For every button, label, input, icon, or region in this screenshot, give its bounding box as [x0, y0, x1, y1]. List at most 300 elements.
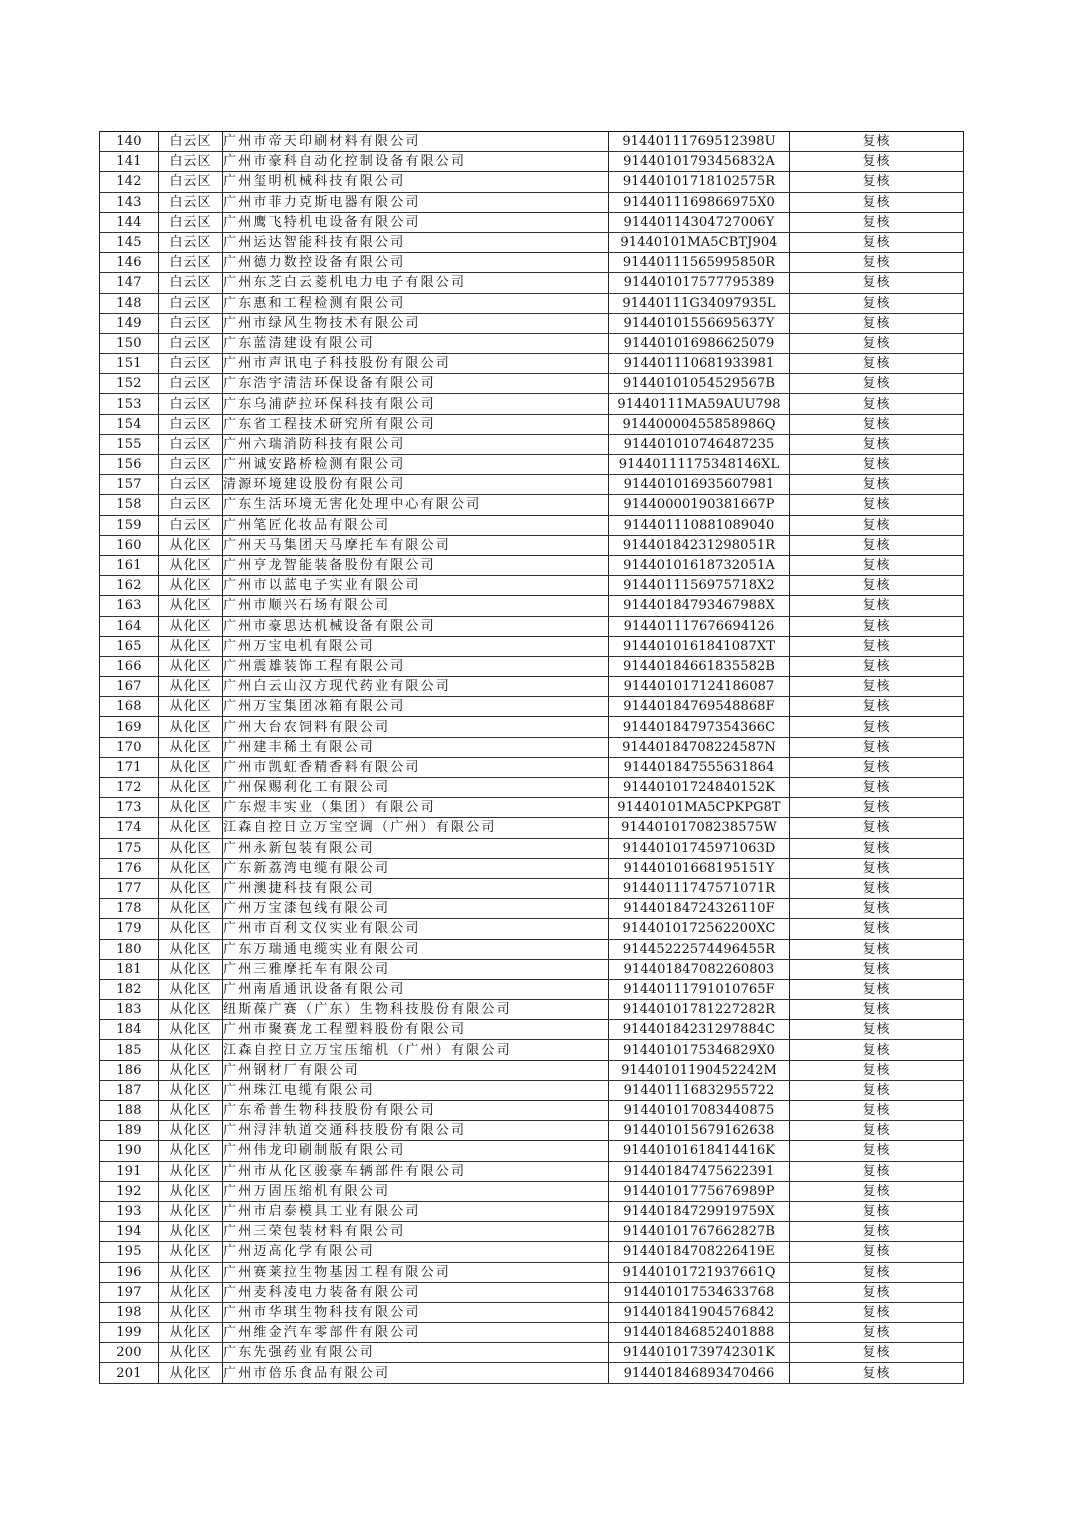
company-name: 江森自控日立万宝空调（广州）有限公司 [223, 818, 609, 838]
credit-code: 914401116832955722 [609, 1080, 790, 1100]
row-number: 159 [100, 515, 159, 535]
credit-code: 91440000190381667P [609, 495, 790, 515]
table-row [100, 838, 964, 858]
company-name: 广东先强药业有限公司 [223, 1343, 609, 1363]
table-row [100, 858, 964, 878]
review-type: 复核 [790, 1343, 964, 1363]
table-row [100, 1020, 964, 1040]
row-number: 148 [100, 293, 159, 313]
company-name: 广东万瑞通电缆实业有限公司 [223, 939, 609, 959]
company-name: 广州市声讯电子科技股份有限公司 [223, 354, 609, 374]
table-row [100, 1222, 964, 1242]
review-type: 复核 [790, 152, 964, 172]
row-number: 173 [100, 798, 159, 818]
district: 从化区 [159, 616, 223, 636]
district: 从化区 [159, 1343, 223, 1363]
credit-code: 91440111769512398U [609, 132, 790, 152]
table-row [100, 414, 964, 434]
credit-code: 914401015679162638 [609, 1121, 790, 1141]
review-type: 复核 [790, 1000, 964, 1020]
district: 从化区 [159, 1040, 223, 1060]
table-row [100, 596, 964, 616]
company-name: 广州诚安路桥检测有限公司 [223, 455, 609, 475]
credit-code: 914401841904576842 [609, 1302, 790, 1322]
company-name: 广州万固压缩机有限公司 [223, 1181, 609, 1201]
review-type: 复核 [790, 919, 964, 939]
credit-code: 91440101190452242M [609, 1060, 790, 1080]
row-number: 149 [100, 313, 159, 333]
credit-code: 91440184708224587N [609, 737, 790, 757]
credit-code: 91440101618732051A [609, 555, 790, 575]
row-number: 175 [100, 838, 159, 858]
row-number: 154 [100, 414, 159, 434]
district: 从化区 [159, 677, 223, 697]
district: 白云区 [159, 374, 223, 394]
review-type: 复核 [790, 757, 964, 777]
review-type: 复核 [790, 656, 964, 676]
row-number: 198 [100, 1302, 159, 1322]
district: 白云区 [159, 475, 223, 495]
review-type: 复核 [790, 172, 964, 192]
table-row [100, 1302, 964, 1322]
district: 从化区 [159, 1363, 223, 1383]
company-name: 广州市启泰模具工业有限公司 [223, 1201, 609, 1221]
credit-code: 91440101721937661Q [609, 1262, 790, 1282]
district: 从化区 [159, 1242, 223, 1262]
district: 白云区 [159, 273, 223, 293]
company-roster-table [99, 131, 964, 1384]
table-row [100, 1242, 964, 1262]
district: 从化区 [159, 818, 223, 838]
row-number: 145 [100, 232, 159, 252]
company-name: 广州南盾通讯设备有限公司 [223, 979, 609, 999]
company-name: 广州市帝天印刷材料有限公司 [223, 132, 609, 152]
review-type: 复核 [790, 475, 964, 495]
credit-code: 914401016986625079 [609, 333, 790, 353]
district: 白云区 [159, 354, 223, 374]
table-row [100, 253, 964, 273]
table-row [100, 697, 964, 717]
company-name: 广州市豪思达机械设备有限公司 [223, 616, 609, 636]
credit-code: 914401116986697​5X0 [609, 192, 790, 212]
row-number: 188 [100, 1101, 159, 1121]
credit-code: 91440101718102575R [609, 172, 790, 192]
review-type: 复核 [790, 1363, 964, 1383]
district: 从化区 [159, 717, 223, 737]
table-row [100, 677, 964, 697]
row-number: 201 [100, 1363, 159, 1383]
district: 从化区 [159, 1222, 223, 1242]
review-type: 复核 [790, 333, 964, 353]
review-type: 复核 [790, 515, 964, 535]
row-number: 160 [100, 535, 159, 555]
company-name: 广州万宝集团冰箱有限公司 [223, 697, 609, 717]
company-name: 广东蓝清建设有限公司 [223, 333, 609, 353]
review-type: 复核 [790, 979, 964, 999]
company-name: 广州笔匠化妆品有限公司 [223, 515, 609, 535]
review-type: 复核 [790, 192, 964, 212]
district: 白云区 [159, 232, 223, 252]
district: 从化区 [159, 838, 223, 858]
table-row [100, 374, 964, 394]
credit-code: 914401847475622391 [609, 1161, 790, 1181]
credit-code: 91440111175348146XL [609, 455, 790, 475]
row-number: 143 [100, 192, 159, 212]
table-row [100, 293, 964, 313]
review-type: 复核 [790, 1262, 964, 1282]
credit-code: 914401110881089040 [609, 515, 790, 535]
row-number: 141 [100, 152, 159, 172]
company-name: 广东生活环境无害化处理中心有限公司 [223, 495, 609, 515]
credit-code: 914401017934568​32A [609, 152, 790, 172]
district: 从化区 [159, 697, 223, 717]
row-number: 178 [100, 899, 159, 919]
table-row [100, 798, 964, 818]
table-row [100, 354, 964, 374]
table-row [100, 1282, 964, 1302]
company-name: 广州市华琪生物科技有限公司 [223, 1302, 609, 1322]
district: 从化区 [159, 1302, 223, 1322]
row-number: 152 [100, 374, 159, 394]
district: 从化区 [159, 555, 223, 575]
review-type: 复核 [790, 636, 964, 656]
company-name: 广东浩宇清洁环保设备有限公司 [223, 374, 609, 394]
table-row [100, 1040, 964, 1060]
row-number: 182 [100, 979, 159, 999]
district: 从化区 [159, 596, 223, 616]
review-type: 复核 [790, 778, 964, 798]
table-row [100, 273, 964, 293]
credit-code: 91440111747571071R [609, 878, 790, 898]
company-name: 广州震雄装饰工程有限公司 [223, 656, 609, 676]
company-name: 广州迈高化学有限公司 [223, 1242, 609, 1262]
credit-code: 91440111565995850R [609, 253, 790, 273]
company-name: 广州东芝白云菱机电力电子有限公司 [223, 273, 609, 293]
district: 白云区 [159, 333, 223, 353]
credit-code: 91440101668195151Y [609, 858, 790, 878]
review-type: 复核 [790, 1141, 964, 1161]
row-number: 181 [100, 959, 159, 979]
review-type: 复核 [790, 939, 964, 959]
company-name: 清源环境建设股份有限公司 [223, 475, 609, 495]
credit-code: 914401847299197​59X [609, 1201, 790, 1221]
review-type: 复核 [790, 273, 964, 293]
company-name: 广州永新包装有限公司 [223, 838, 609, 858]
district: 白云区 [159, 212, 223, 232]
company-name: 广州市豪科自动化控制设备有限公司 [223, 152, 609, 172]
credit-code: 91440101054529567B [609, 374, 790, 394]
company-name: 广州亨龙智能装备股份有限公司 [223, 555, 609, 575]
row-number: 195 [100, 1242, 159, 1262]
district: 从化区 [159, 899, 223, 919]
review-type: 复核 [790, 878, 964, 898]
district: 从化区 [159, 919, 223, 939]
credit-code: 914401017534682​9X0 [609, 1040, 790, 1060]
district: 从化区 [159, 1020, 223, 1040]
company-name: 广州市聚赛龙工程塑料股份有限公司 [223, 1020, 609, 1040]
row-number: 172 [100, 778, 159, 798]
row-number: 180 [100, 939, 159, 959]
table-row [100, 152, 964, 172]
company-name: 广州德力数控设备有限公司 [223, 253, 609, 273]
credit-code: 91440184797354366C [609, 717, 790, 737]
district: 从化区 [159, 1000, 223, 1020]
district: 白云区 [159, 414, 223, 434]
company-name: 广州澳捷科技有限公司 [223, 878, 609, 898]
credit-code: 91440101767662827B [609, 1222, 790, 1242]
table-row [100, 959, 964, 979]
row-number: 162 [100, 576, 159, 596]
district: 从化区 [159, 1141, 223, 1161]
company-name: 广州赛莱拉生物基因工程有限公司 [223, 1262, 609, 1282]
review-type: 复核 [790, 737, 964, 757]
district: 白云区 [159, 293, 223, 313]
district: 白云区 [159, 394, 223, 414]
row-number: 156 [100, 455, 159, 475]
review-type: 复核 [790, 959, 964, 979]
district: 白云区 [159, 152, 223, 172]
company-name: 广东省工程技术研究所有限公司 [223, 414, 609, 434]
company-name: 广州保赐利化工有限公司 [223, 778, 609, 798]
table-row [100, 576, 964, 596]
table-row [100, 1363, 964, 1383]
row-number: 153 [100, 394, 159, 414]
district: 从化区 [159, 1161, 223, 1181]
table-row [100, 555, 964, 575]
row-number: 140 [100, 132, 159, 152]
credit-code: 914401117676694126 [609, 616, 790, 636]
table-row [100, 212, 964, 232]
row-number: 176 [100, 858, 159, 878]
row-number: 183 [100, 1000, 159, 1020]
table-row [100, 1323, 964, 1343]
review-type: 复核 [790, 616, 964, 636]
table-row [100, 475, 964, 495]
table-row [100, 818, 964, 838]
row-number: 163 [100, 596, 159, 616]
company-name: 广州伟龙印刷制版有限公司 [223, 1141, 609, 1161]
review-type: 复核 [790, 1201, 964, 1221]
credit-code: 91440184231298051R [609, 535, 790, 555]
district: 白云区 [159, 253, 223, 273]
row-number: 150 [100, 333, 159, 353]
review-type: 复核 [790, 838, 964, 858]
credit-code: 91440184231297884C [609, 1020, 790, 1040]
credit-code: 91440184724326110F [609, 899, 790, 919]
company-name: 广州三荣包装材料有限公司 [223, 1222, 609, 1242]
company-name: 广州运达智能科技有限公司 [223, 232, 609, 252]
review-type: 复核 [790, 1101, 964, 1121]
table-row [100, 232, 964, 252]
table-row [100, 656, 964, 676]
review-type: 复核 [790, 677, 964, 697]
table-row [100, 616, 964, 636]
row-number: 158 [100, 495, 159, 515]
company-name: 广州六瑞消防科技有限公司 [223, 434, 609, 454]
review-type: 复核 [790, 1121, 964, 1141]
company-name: 广州万宝漆包线有限公司 [223, 899, 609, 919]
district: 白云区 [159, 132, 223, 152]
row-number: 167 [100, 677, 159, 697]
company-name: 广州市从化区骏豪车辆部件有限公司 [223, 1161, 609, 1181]
review-type: 复核 [790, 253, 964, 273]
district: 白云区 [159, 172, 223, 192]
district: 从化区 [159, 1101, 223, 1121]
credit-code: 91440101618414416K [609, 1141, 790, 1161]
review-type: 复核 [790, 697, 964, 717]
district: 从化区 [159, 959, 223, 979]
district: 从化区 [159, 858, 223, 878]
roster-body [100, 132, 964, 1384]
credit-code: 91440101781227282R [609, 1000, 790, 1020]
row-number: 174 [100, 818, 159, 838]
row-number: 187 [100, 1080, 159, 1100]
row-number: 168 [100, 697, 159, 717]
table-row [100, 757, 964, 777]
table-row [100, 1101, 964, 1121]
row-number: 196 [100, 1262, 159, 1282]
company-name: 广州市绿风生物技术有限公司 [223, 313, 609, 333]
company-name: 广州万宝电机有限公司 [223, 636, 609, 656]
row-number: 185 [100, 1040, 159, 1060]
table-row [100, 313, 964, 333]
review-type: 复核 [790, 1181, 964, 1201]
credit-code: 91440101708238575W [609, 818, 790, 838]
review-type: 复核 [790, 394, 964, 414]
review-type: 复核 [790, 1020, 964, 1040]
credit-code: 914401017124186087 [609, 677, 790, 697]
credit-code: 91440101745971063D [609, 838, 790, 858]
review-type: 复核 [790, 596, 964, 616]
company-name: 江森自控日立万宝压缩机（广州）有限公司 [223, 1040, 609, 1060]
credit-code: 91440000455858986Q [609, 414, 790, 434]
review-type: 复核 [790, 717, 964, 737]
table-row [100, 1080, 964, 1100]
district: 白云区 [159, 455, 223, 475]
district: 白云区 [159, 495, 223, 515]
review-type: 复核 [790, 576, 964, 596]
company-name: 广州天马集团天马摩托车有限公司 [223, 535, 609, 555]
row-number: 186 [100, 1060, 159, 1080]
district: 白云区 [159, 313, 223, 333]
table-row [100, 192, 964, 212]
company-name: 广州维金汽车零部件有限公司 [223, 1323, 609, 1343]
credit-code: 91440184769548868F [609, 697, 790, 717]
review-type: 复核 [790, 374, 964, 394]
company-name: 广州钢材厂有限公司 [223, 1060, 609, 1080]
table-row [100, 939, 964, 959]
table-row [100, 394, 964, 414]
credit-code: 91440184661835582B [609, 656, 790, 676]
company-name: 广州市顺兴石场有限公司 [223, 596, 609, 616]
credit-code: 91440101618410​87XT [609, 636, 790, 656]
row-number: 194 [100, 1222, 159, 1242]
district: 白云区 [159, 515, 223, 535]
row-number: 171 [100, 757, 159, 777]
company-name: 广州市倍乐食品有限公司 [223, 1363, 609, 1383]
company-name: 广州三雅摩托车有限公司 [223, 959, 609, 979]
table-row [100, 1161, 964, 1181]
credit-code: 91440111G34097935L [609, 293, 790, 313]
company-name: 广州玺明机械科技有限公司 [223, 172, 609, 192]
company-name: 广东新荔湾电缆有限公司 [223, 858, 609, 878]
row-number: 192 [100, 1181, 159, 1201]
table-row [100, 1201, 964, 1221]
company-name: 广州珠江电缆有限公司 [223, 1080, 609, 1100]
table-row [100, 899, 964, 919]
table-row [100, 1000, 964, 1020]
district: 从化区 [159, 576, 223, 596]
company-name: 广州市凯虹香精香料有限公司 [223, 757, 609, 777]
credit-code: 914401846893470466 [609, 1363, 790, 1383]
district: 从化区 [159, 1262, 223, 1282]
row-number: 147 [100, 273, 159, 293]
review-type: 复核 [790, 798, 964, 818]
row-number: 151 [100, 354, 159, 374]
credit-code: 91440184708226419E [609, 1242, 790, 1262]
row-number: 144 [100, 212, 159, 232]
district: 从化区 [159, 1282, 223, 1302]
review-type: 复核 [790, 1222, 964, 1242]
credit-code: 914401847555631864 [609, 757, 790, 777]
company-name: 广州建丰稀土有限公司 [223, 737, 609, 757]
table-row [100, 495, 964, 515]
company-name: 广州白云山汉方现代药业有限公司 [223, 677, 609, 697]
row-number: 155 [100, 434, 159, 454]
row-number: 157 [100, 475, 159, 495]
table-row [100, 1262, 964, 1282]
district: 白云区 [159, 192, 223, 212]
credit-code: 91440101MA5CBTJ904 [609, 232, 790, 252]
review-type: 复核 [790, 232, 964, 252]
review-type: 复核 [790, 495, 964, 515]
company-name: 广州鹰飞特机电设备有限公司 [223, 212, 609, 232]
credit-code: 91440111MA59AUU798 [609, 394, 790, 414]
district: 从化区 [159, 798, 223, 818]
credit-code: 91440111791010765F [609, 979, 790, 999]
review-type: 复核 [790, 535, 964, 555]
row-number: 142 [100, 172, 159, 192]
district: 从化区 [159, 1323, 223, 1343]
row-number: 146 [100, 253, 159, 273]
district: 从化区 [159, 939, 223, 959]
review-type: 复核 [790, 313, 964, 333]
credit-code: 914401016935607981 [609, 475, 790, 495]
row-number: 165 [100, 636, 159, 656]
table-row [100, 1141, 964, 1161]
district: 从化区 [159, 636, 223, 656]
table-row [100, 778, 964, 798]
review-type: 复核 [790, 434, 964, 454]
credit-code: 91445222574496455R [609, 939, 790, 959]
company-name: 广州大台农饲料有限公司 [223, 717, 609, 737]
review-type: 复核 [790, 414, 964, 434]
company-name: 纽斯葆广赛（广东）生物科技股份有限公司 [223, 1000, 609, 1020]
row-number: 169 [100, 717, 159, 737]
row-number: 166 [100, 656, 159, 676]
company-name: 广州市以蓝电子实业有限公司 [223, 576, 609, 596]
review-type: 复核 [790, 1302, 964, 1322]
credit-code: 914401110681933981 [609, 354, 790, 374]
review-type: 复核 [790, 858, 964, 878]
district: 从化区 [159, 757, 223, 777]
district: 从化区 [159, 979, 223, 999]
company-name: 广东煜丰实业（集团）有限公司 [223, 798, 609, 818]
district: 白云区 [159, 434, 223, 454]
table-row [100, 878, 964, 898]
table-row [100, 455, 964, 475]
credit-code: 914401017083440875 [609, 1101, 790, 1121]
